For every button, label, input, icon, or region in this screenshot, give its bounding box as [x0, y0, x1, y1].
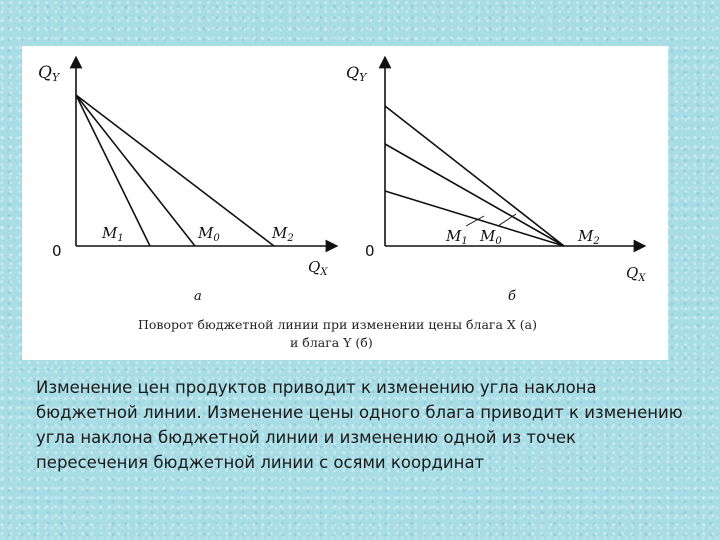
- panel-b-pointer-m0: [498, 214, 516, 226]
- panel-a-point-m0: $M_0$: [198, 224, 220, 244]
- panel-b-point-m2: $M_2$: [578, 227, 600, 247]
- panel-b-budget-line-m2: [385, 106, 564, 246]
- panel-b-letter: б: [508, 289, 516, 304]
- panel-a-x-axis-label: $Q_X$: [308, 258, 328, 278]
- panel-b-budget-line-m0: [385, 144, 564, 246]
- description-line: пересечения бюджетной линии с осями координат: [36, 453, 485, 472]
- panel-b: [346, 62, 646, 304]
- panel-a: [38, 62, 332, 304]
- figure-caption-line-2: и блага Y (б): [290, 335, 373, 350]
- panel-b-origin-label: 0: [365, 242, 375, 260]
- panel-a-point-m2: $M_2$: [272, 224, 294, 244]
- budget-line-diagram: [22, 46, 668, 360]
- panel-a-point-m1: $M_1$: [102, 224, 124, 244]
- description-line: Изменение цен продуктов приводит к изменению угла наклона: [36, 378, 597, 397]
- panel-b-point-m0: $M_0$: [480, 227, 502, 247]
- figure-caption-line-1: Поворот бюджетной линии при изменении цены блага X (а): [138, 317, 537, 332]
- panel-a-origin-label: 0: [52, 242, 62, 260]
- panel-a-letter: а: [194, 289, 202, 304]
- panel-a-budget-line-m0: [76, 95, 195, 246]
- panel-b-budget-line-m1: [385, 191, 564, 246]
- panel-a-y-axis-label: QY: [38, 63, 60, 84]
- description-line: бюджетной линии. Изменение цены одного блага приводит к изменению: [36, 403, 683, 422]
- description-line: угла наклона бюджетной линии и изменению одной из точек: [36, 428, 577, 447]
- budget-line-figure: [22, 46, 668, 360]
- panel-b-y-axis-label: QY: [346, 63, 367, 84]
- panel-b-x-axis-label: $Q_X$: [626, 264, 646, 284]
- panel-b-point-m1: $M_1$: [446, 227, 468, 247]
- description-text: [36, 375, 696, 475]
